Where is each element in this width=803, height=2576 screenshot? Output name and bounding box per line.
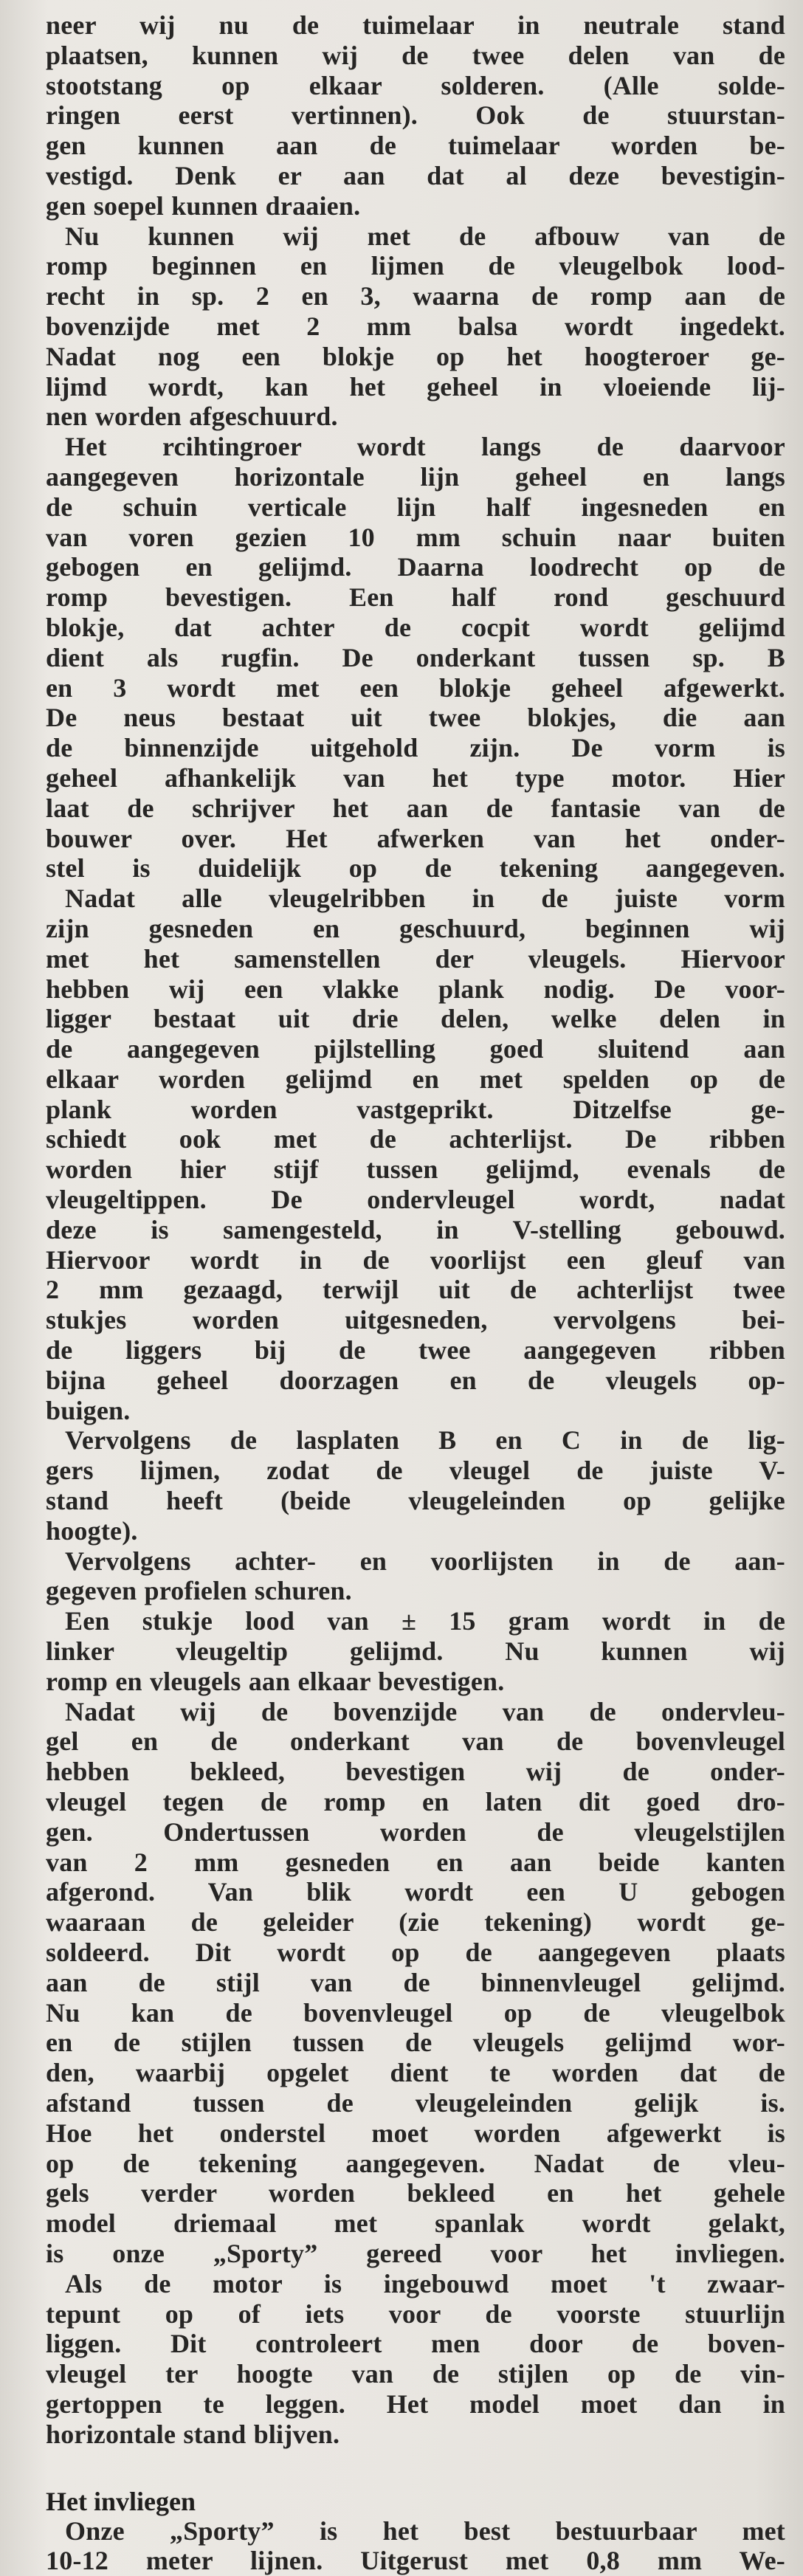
text-line: zijn gesneden en geschuurd, beginnen wij: [46, 913, 785, 943]
text-line: gertoppen te leggen. Het model moet dan in: [46, 2389, 785, 2419]
text-line: romp beginnen en lijmen de vleugelbok lood-: [46, 251, 785, 281]
text-line: buigen.: [46, 1395, 131, 1425]
text-line: neer wij nu de tuimelaar in neutrale stand: [46, 10, 785, 40]
text-line: van 2 mm gesneden en aan beide kanten: [46, 1847, 785, 1877]
text-line: Nadat alle vleugelribben in de juiste vorm: [65, 884, 785, 914]
text-line: aangegeven horizontale lijn geheel en langs: [46, 461, 785, 492]
text-line: blokje, dat achter de cocpit wordt gelijmd: [46, 612, 785, 642]
text-line: Nadat wij de bovenzijde van de ondervleu-: [65, 1696, 785, 1726]
text-line: hebben bekleed, bevestigen wij de onder-: [46, 1757, 785, 1787]
text-line: gel en de onderkant van de bovenvleugel: [46, 1726, 785, 1757]
text-line: op de tekening aangegeven. Nadat de vleu-: [46, 2148, 785, 2178]
text-line: gen. Ondertussen worden de vleugelstijlen: [46, 1816, 785, 1847]
text-line: waaraan de geleider (zie tekening) wordt ge-: [46, 1907, 785, 1938]
text-line: met het samenstellen der vleugels. Hiervoor: [46, 943, 785, 974]
text-line: stootstang op elkaar solderen. (Alle solde-: [46, 70, 785, 100]
text-line: aan de stijl van de binnenvleugel gelijmd.: [46, 1967, 785, 1997]
text-line: den, waarbij opgelet dient te worden dat de: [46, 2058, 785, 2088]
text-line: elkaar worden gelijmd en met spelden op de: [46, 1064, 785, 1094]
text-line: stel is duidelijk op de tekening aangegeven.: [46, 853, 785, 884]
text-line: romp en vleugels aan elkaar bevestigen.: [46, 1666, 505, 1696]
text-line: ringen eerst vertinnen). Ook de stuurstan-: [46, 100, 785, 131]
text-line: Nu kunnen wij met de afbouw van de: [65, 221, 785, 251]
text-line: van voren gezien 10 mm schuin naar buiten: [46, 522, 785, 552]
text-line: Vervolgens achter- en voorlijsten in de aan-: [65, 1546, 785, 1576]
text-line: recht in sp. 2 en 3, waarna de romp aan de: [46, 281, 785, 311]
text-line: Hoe het onderstel moet worden afgewerkt is: [46, 2118, 785, 2148]
text-line: bouwer over. Het afwerken van het onder-: [46, 823, 785, 853]
text-line: plaatsen, kunnen wij de twee delen van de: [46, 40, 785, 70]
text-line: is onze „Sporty” gereed voor het invliegen.: [46, 2238, 785, 2268]
section-heading: Het invliegen: [46, 2486, 196, 2516]
text-line: worden hier stijf tussen gelijmd, evenals de: [46, 1154, 785, 1185]
text-line: linker vleugeltip gelijmd. Nu kunnen wij: [46, 1636, 785, 1667]
text-line: en 3 wordt met een blokje geheel afgewerkt.: [46, 672, 785, 703]
text-line: afgerond. Van blik wordt een U gebogen: [46, 1877, 785, 1907]
text-line: de aangegeven pijlstelling goed sluitend aan: [46, 1034, 785, 1064]
text-line: gebogen en gelijmd. Daarna loodrecht op de: [46, 552, 785, 582]
text-line: Nadat nog een blokje op het hoogteroer ge-: [46, 341, 785, 371]
text-line: hoogte).: [46, 1515, 138, 1546]
text-line: soldeerd. Dit wordt op de aangegeven plaats: [46, 1938, 785, 1967]
text-line: geheel afhankelijk van het type motor. Hier: [46, 762, 785, 793]
text-line: romp bevestigen. Een half rond geschuurd: [46, 582, 785, 613]
text-line: dient als rugfin. De onderkant tussen sp. B: [46, 642, 785, 672]
text-line: vleugel ter hoogte van de stijlen op de vin-: [46, 2359, 785, 2389]
text-line: bijna geheel doorzagen en de vleugels op-: [46, 1365, 785, 1395]
text-line: Onze „Sporty” is het best bestuurbaar met: [65, 2515, 785, 2546]
text-line: Hiervoor wordt in de voorlijst een gleuf van: [46, 1244, 785, 1275]
text-line: hebben wij een vlakke plank nodig. De voor-: [46, 974, 785, 1004]
text-line: Als de motor is ingebouwd moet 't zwaar-: [65, 2268, 785, 2298]
article-body: [46, 10, 785, 2576]
text-line: bovenzijde met 2 mm balsa wordt ingedekt.: [46, 311, 785, 341]
text-line: horizontale stand blijven.: [46, 2419, 340, 2449]
text-line: schiedt ook met de achterlijst. De ribben: [46, 1124, 785, 1154]
text-line: tepunt op of iets voor de voorste stuurlijn: [46, 2298, 785, 2329]
text-line: stukjes worden uitgesneden, vervolgens bei-: [46, 1305, 785, 1335]
text-line: Vervolgens de lasplaten B en C in de lig-: [65, 1425, 785, 1456]
text-line: de schuin verticale lijn half ingesneden en: [46, 492, 785, 522]
text-line: De neus bestaat uit twee blokjes, die aan: [46, 703, 785, 733]
text-line: Het rcihtingroer wordt langs de daarvoor: [65, 432, 785, 462]
text-line: 2 mm gezaagd, terwijl uit de achterlijst twee: [46, 1275, 785, 1305]
text-line: afstand tussen de vleugeleinden gelijk is.: [46, 2087, 785, 2118]
text-line: stand heeft (beide vleugeleinden op gelijke: [46, 1486, 785, 1516]
text-line: deze is samengesteld, in V-stelling gebouwd.: [46, 1214, 785, 1244]
text-line: nen worden afgeschuurd.: [46, 402, 338, 432]
text-line: de binnenzijde uitgehold zijn. De vorm is: [46, 733, 785, 763]
text-line: gegeven profielen schuren.: [46, 1576, 352, 1606]
text-line: de liggers bij de twee aangegeven ribben: [46, 1335, 785, 1366]
text-line: liggen. Dit controleert men door de boven-: [46, 2329, 785, 2359]
text-line: lijmd wordt, kan het geheel in vloeiende lij-: [46, 371, 785, 402]
text-line: gels verder worden bekleed en het gehele: [46, 2178, 785, 2208]
text-line: gen kunnen aan de tuimelaar worden be-: [46, 131, 785, 161]
text-line: ligger bestaat uit drie delen, welke delen in: [46, 1004, 785, 1034]
text-line: 10-12 meter lijnen. Uitgerust met 0,8 mm We-: [46, 2546, 785, 2576]
text-line: gen soepel kunnen draaien.: [46, 190, 361, 221]
text-line: Nu kan de bovenvleugel op de vleugelbok: [46, 1997, 785, 2028]
text-line: gers lijmen, zodat de vleugel de juiste V-: [46, 1456, 785, 1486]
text-line: vestigd. Denk er aan dat al deze bevestigin-: [46, 160, 785, 190]
text-line: vleugeltippen. De ondervleugel wordt, nadat: [46, 1185, 785, 1215]
section-spacer: [46, 2450, 785, 2487]
text-line: Een stukje lood van ± 15 gram wordt in de: [65, 1606, 785, 1636]
text-line: vleugel tegen de romp en laten dit goed dro-: [46, 1787, 785, 1817]
text-line: laat de schrijver het aan de fantasie van de: [46, 793, 785, 823]
text-line: en de stijlen tussen de vleugels gelijmd wor-: [46, 2028, 785, 2058]
text-line: model driemaal met spanlak wordt gelakt,: [46, 2208, 785, 2239]
text-line: plank worden vastgeprikt. Ditzelfse ge-: [46, 1094, 785, 1124]
